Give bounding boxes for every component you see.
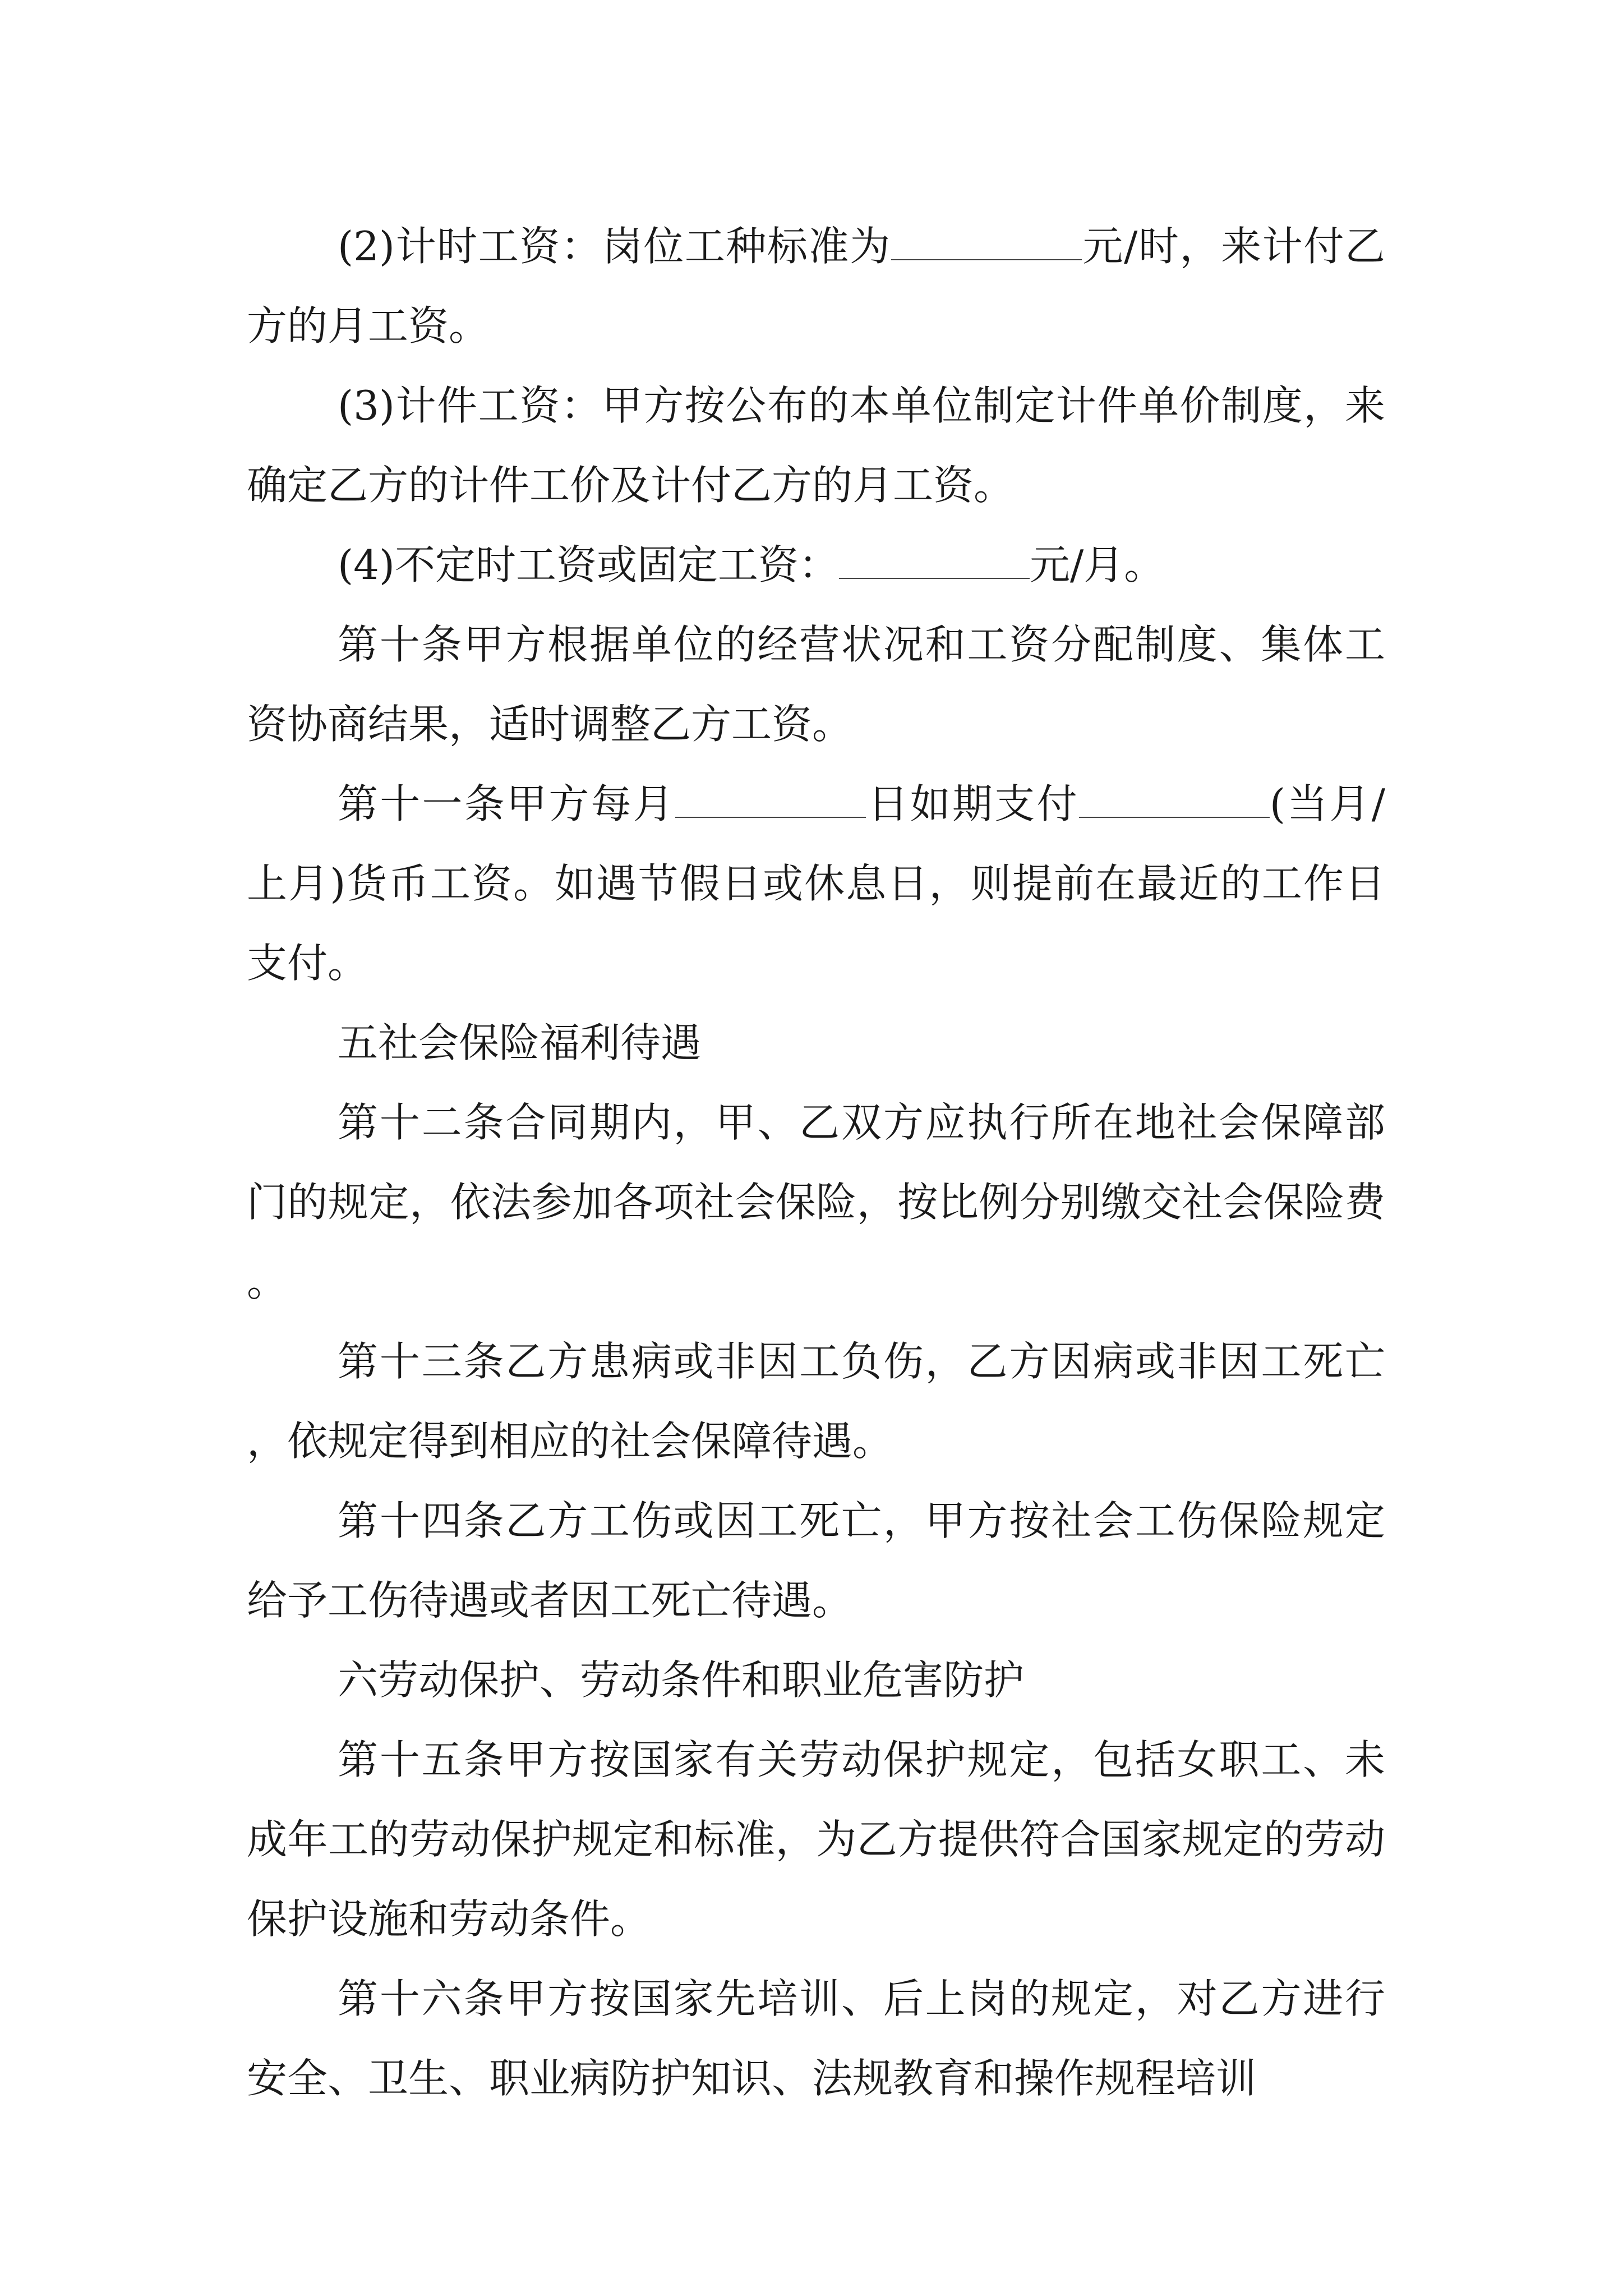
paragraph-text: 第十二条合同期内，甲、乙双方应执行所在地社会保障部门的规定，依法参加各项社会保险，按比例分别缴交社会保险费。	[247, 1099, 1385, 1305]
fill-in-blank	[1079, 783, 1270, 818]
paragraph-text: 第十条甲方根据单位的经营状况和工资分配制度、集体工资协商结果，适时调整乙方工资。	[247, 621, 1385, 748]
paragraph-text: 第十四条乙方工伤或因工死亡，甲方按社会工伤保险规定给予工伤待遇或者因工死亡待遇。	[247, 1497, 1385, 1624]
paragraph-text: 第十六条甲方按国家先培训、后上岗的规定，对乙方进行安全、卫生、职业病防护知识、法规教育和操作规程培训	[247, 1975, 1385, 2102]
paragraph-text: 第十一条甲方每月	[338, 780, 676, 827]
paragraph-p6	[247, 1003, 1385, 1083]
document-body	[247, 206, 1385, 2118]
paragraph-text: (当月/上月)货币工资。如遇节假日或休息日，则提前在最近的工作日支付。	[247, 780, 1385, 987]
paragraph-text: 日如期支付	[866, 780, 1079, 827]
paragraph-text: 元/时，来计付乙方的月工资。	[247, 223, 1385, 349]
paragraph-text: 第十三条乙方患病或非因工负伤，乙方因病或非因工死亡，依规定得到相应的社会保障待遇。	[247, 1338, 1385, 1465]
paragraph-p8	[247, 1322, 1385, 1481]
paragraph-text: 元/月。	[1030, 541, 1165, 588]
paragraph-p11	[247, 1720, 1385, 1959]
paragraph-p4	[247, 605, 1385, 764]
paragraph-text: 第十五条甲方按国家有关劳动保护规定，包括女职工、未成年工的劳动保护规定和标准，为乙方提供符合国家规定的劳动保护设施和劳动条件。	[247, 1736, 1385, 1943]
paragraph-p7	[247, 1083, 1385, 1322]
paragraph-p5	[247, 764, 1385, 1003]
paragraph-text: (4)不定时工资或固定工资：	[338, 541, 839, 588]
fill-in-blank	[891, 226, 1082, 260]
paragraph-p3	[247, 525, 1385, 605]
paragraph-p1	[247, 206, 1385, 366]
paragraph-p2	[247, 366, 1385, 525]
paragraph-text: (3)计件工资：甲方按公布的本单位制定计件单价制度，来确定乙方的计件工价及计付乙方的月工资。	[247, 382, 1385, 509]
paragraph-text: 六劳动保护、劳动条件和职业危害防护	[338, 1657, 1025, 1704]
paragraph-p12	[247, 1959, 1385, 2118]
paragraph-text: 五社会保险福利待遇	[338, 1019, 702, 1066]
paragraph-p9	[247, 1481, 1385, 1640]
fill-in-blank	[839, 544, 1030, 579]
paragraph-p10	[247, 1640, 1385, 1720]
fill-in-blank	[675, 783, 866, 818]
paragraph-text: (2)计时工资：岗位工种标准为	[338, 223, 891, 270]
